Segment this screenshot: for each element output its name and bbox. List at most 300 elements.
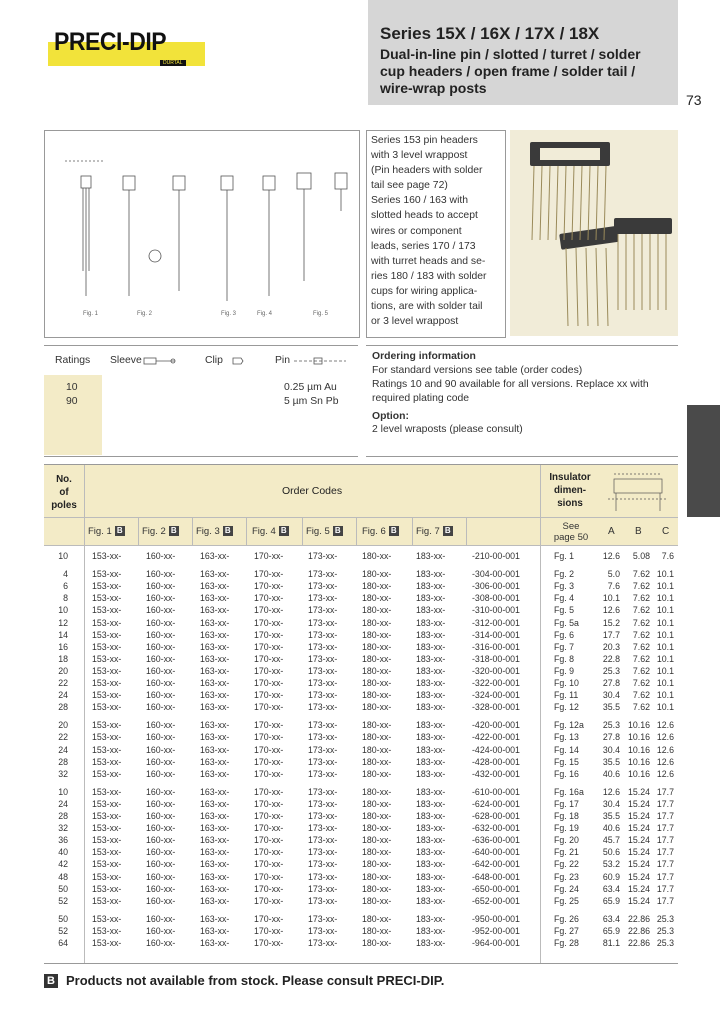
see-page-fig-cell: Fg. 12 [554, 702, 579, 713]
order-prefix-cell: 173-xx- [308, 653, 338, 664]
order-prefix-cell: 160-xx- [146, 913, 176, 924]
order-prefix-cell: 153-xx- [92, 798, 122, 809]
description-line: or 3 level wrappost [371, 316, 459, 328]
order-suffix-cell: -304-00-001 [472, 569, 520, 580]
poles-cell: 10 [58, 551, 68, 561]
order-prefix-cell: 173-xx- [308, 569, 338, 580]
order-prefix-cell: 160-xx- [146, 551, 176, 561]
order-prefix-cell: 170-xx- [254, 641, 284, 652]
row-divider [44, 545, 678, 546]
dim-c-cell: 10.1 [656, 690, 674, 701]
dim-a-cell: 81.1 [602, 938, 620, 948]
order-prefix-cell: 170-xx- [254, 653, 284, 664]
dim-b-cell: 7.62 [632, 690, 650, 701]
order-suffix-cell: -624-00-001 [472, 798, 520, 809]
order-prefix-cell: 170-xx- [254, 798, 284, 809]
dim-c-cell: 10.1 [656, 629, 674, 640]
header-line: poles [51, 500, 77, 511]
clip-icon [231, 356, 245, 366]
table-row [44, 914, 678, 926]
poles-cell: 20 [58, 720, 68, 731]
dim-c-cell: 17.7 [656, 859, 674, 870]
order-prefix-cell: 183-xx- [416, 798, 446, 809]
order-prefix-cell: 180-xx- [362, 641, 392, 652]
order-prefix-cell: 163-xx- [200, 551, 230, 561]
order-prefix-cell: 163-xx- [200, 895, 230, 906]
see-page-fig-cell: Fg. 8 [554, 653, 575, 664]
dim-a-cell: 15.2 [602, 617, 620, 628]
order-prefix-cell: 173-xx- [308, 938, 338, 948]
order-prefix-cell: 170-xx- [254, 720, 284, 731]
poles-cell: 42 [58, 859, 68, 870]
order-prefix-cell: 173-xx- [308, 835, 338, 846]
ordering-line: Ratings 10 and 90 available for all versions. Replace xx with [372, 379, 649, 390]
option-text: 2 level wraposts (please consult) [372, 424, 523, 435]
fig-header-label: Fig. 7 [416, 526, 440, 537]
description-line: with turret heads and se- [371, 255, 486, 267]
order-prefix-cell: 170-xx- [254, 847, 284, 858]
dim-c-cell: 10.1 [656, 581, 674, 592]
order-prefix-cell: 183-xx- [416, 768, 446, 779]
see-page-fig-cell: Fg. 4 [554, 593, 575, 604]
order-suffix-cell: -318-00-001 [472, 653, 520, 664]
see-page-fig-cell: Fg. 16 [554, 768, 579, 779]
order-prefix-cell: 170-xx- [254, 913, 284, 924]
order-prefix-cell: 163-xx- [200, 617, 230, 628]
order-prefix-cell: 160-xx- [146, 847, 176, 858]
dim-c-cell: 10.1 [656, 617, 674, 628]
order-prefix-cell: 160-xx- [146, 593, 176, 604]
ordering-line: required plating code [372, 393, 470, 404]
order-prefix-cell: 153-xx- [92, 859, 122, 870]
fig-header-divider [356, 517, 357, 545]
header-line: No. [56, 474, 72, 485]
order-prefix-cell: 170-xx- [254, 551, 284, 561]
footer-badge: B [44, 974, 58, 988]
dim-b-cell: 7.62 [632, 665, 650, 676]
poles-cell: 32 [58, 768, 68, 779]
order-prefix-cell: 153-xx- [92, 811, 122, 821]
order-prefix-cell: 180-xx- [362, 823, 392, 834]
poles-cell: 50 [58, 883, 68, 894]
option-title: Option: [372, 411, 409, 422]
see-page-fig-cell: Fg. 16a [554, 786, 584, 797]
table-row [44, 896, 678, 908]
order-prefix-cell: 153-xx- [92, 938, 122, 948]
fig-header-label: Fig. 3 [196, 526, 220, 537]
order-prefix-cell: 170-xx- [254, 569, 284, 580]
order-prefix-cell: 180-xx- [362, 732, 392, 743]
see-page-fig-cell: Fg. 7 [554, 641, 575, 652]
see-page-fig-cell: Fg. 15 [554, 756, 579, 767]
order-prefix-cell: 173-xx- [308, 859, 338, 870]
order-prefix-cell: 160-xx- [146, 811, 176, 821]
see-page-fig-cell: Fg. 24 [554, 883, 579, 894]
product-photo-drawing [510, 130, 678, 336]
fig-label: Fig. 2 [137, 311, 153, 317]
table-row [44, 702, 678, 714]
order-prefix-cell: 180-xx- [362, 551, 392, 561]
order-prefix-cell: 173-xx- [308, 720, 338, 731]
dim-c-cell: 10.1 [656, 569, 674, 580]
order-prefix-cell: 153-xx- [92, 641, 122, 652]
order-prefix-cell: 183-xx- [416, 871, 446, 882]
poles-cell: 28 [58, 702, 68, 713]
order-prefix-cell: 153-xx- [92, 768, 122, 779]
poles-cell: 24 [58, 690, 68, 701]
order-prefix-cell: 170-xx- [254, 871, 284, 882]
badge-b-icon: B [443, 526, 453, 536]
clip-label: Clip [205, 355, 223, 366]
dim-a-cell: 50.6 [602, 847, 620, 858]
poles-cell: 6 [63, 581, 68, 592]
order-prefix-cell: 170-xx- [254, 690, 284, 701]
dim-a-cell: 17.7 [602, 629, 620, 640]
poles-cell: 14 [58, 629, 68, 640]
order-prefix-cell: 180-xx- [362, 798, 392, 809]
order-prefix-cell: 170-xx- [254, 859, 284, 870]
fig-header-divider [192, 517, 193, 545]
order-suffix-cell: -324-00-001 [472, 690, 520, 701]
table-row [44, 769, 678, 781]
technical-drawing [45, 131, 359, 337]
order-prefix-cell: 183-xx- [416, 690, 446, 701]
dim-b-cell: 7.62 [632, 678, 650, 688]
dim-b-cell: 15.24 [627, 798, 650, 809]
poles-cell: 52 [58, 925, 68, 936]
poles-cell: 16 [58, 641, 68, 652]
order-prefix-cell: 183-xx- [416, 913, 446, 924]
sleeve-icon [143, 356, 177, 366]
description-line: ries 180 / 183 with solder [371, 270, 487, 282]
order-prefix-cell: 163-xx- [200, 913, 230, 924]
order-prefix-cell: 160-xx- [146, 883, 176, 894]
poles-cell: 22 [58, 732, 68, 743]
order-prefix-cell: 163-xx- [200, 732, 230, 743]
description-line: (Pin headers with solder [371, 165, 483, 177]
order-prefix-cell: 163-xx- [200, 702, 230, 713]
description-line: cups for wiring applica- [371, 285, 478, 297]
order-prefix-cell: 153-xx- [92, 581, 122, 592]
order-prefix-cell: 153-xx- [92, 823, 122, 834]
dim-b-cell: 22.86 [627, 925, 650, 936]
order-prefix-cell: 183-xx- [416, 665, 446, 676]
ordering-title: Ordering information [372, 351, 476, 362]
dim-b-cell: 10.16 [627, 732, 650, 743]
brand-tag: DURTAL [160, 60, 186, 66]
see-page-fig-cell: Fg. 11 [554, 690, 579, 701]
poles-cell: 4 [63, 569, 68, 580]
order-suffix-cell: -964-00-001 [472, 938, 520, 948]
order-prefix-cell: 180-xx- [362, 617, 392, 628]
see-page-fig-cell: Fg. 9 [554, 665, 575, 676]
poles-cell: 48 [58, 871, 68, 882]
order-prefix-cell: 183-xx- [416, 811, 446, 821]
dim-a-cell: 53.2 [602, 859, 620, 870]
description-text [371, 133, 501, 329]
dim-b-cell: 7.62 [632, 605, 650, 616]
fig-header-divider [302, 517, 303, 545]
order-prefix-cell: 180-xx- [362, 883, 392, 894]
dim-a-cell: 12.6 [602, 551, 620, 561]
dim-c-cell: 12.6 [656, 768, 674, 779]
order-prefix-cell: 153-xx- [92, 835, 122, 846]
order-prefix-cell: 160-xx- [146, 629, 176, 640]
see-page-fig-cell: Fg. 5a [554, 617, 579, 628]
ratings-label: Ratings [55, 355, 91, 366]
table-row [44, 720, 678, 732]
order-prefix-cell: 183-xx- [416, 859, 446, 870]
order-prefix-cell: 183-xx- [416, 617, 446, 628]
table-row [44, 690, 678, 702]
order-suffix-cell: -642-00-001 [472, 859, 520, 870]
see-page-header [546, 521, 596, 543]
order-prefix-cell: 180-xx- [362, 756, 392, 767]
order-prefix-cell: 173-xx- [308, 823, 338, 834]
badge-b-icon: B [115, 526, 125, 536]
table-row [44, 618, 678, 630]
dim-c-cell: 12.6 [656, 720, 674, 731]
order-prefix-cell: 173-xx- [308, 883, 338, 894]
order-prefix-cell: 160-xx- [146, 665, 176, 676]
order-prefix-cell: 183-xx- [416, 551, 446, 561]
order-prefix-cell: 153-xx- [92, 702, 122, 713]
fig-header [88, 526, 125, 537]
description-line: wires or component [371, 225, 462, 237]
order-prefix-cell: 163-xx- [200, 720, 230, 731]
order-prefix-cell: 163-xx- [200, 641, 230, 652]
order-prefix-cell: 173-xx- [308, 551, 338, 561]
order-prefix-cell: 173-xx- [308, 895, 338, 906]
dim-a-cell: 35.5 [602, 811, 620, 821]
pin-icon [292, 356, 348, 366]
table-row [44, 787, 678, 799]
poles-cell: 52 [58, 895, 68, 906]
order-prefix-cell: 173-xx- [308, 768, 338, 779]
order-prefix-cell: 163-xx- [200, 756, 230, 767]
order-prefix-cell: 160-xx- [146, 859, 176, 870]
see-page-fig-cell: Fg. 14 [554, 744, 579, 755]
order-prefix-cell: 153-xx- [92, 653, 122, 664]
order-suffix-cell: -648-00-001 [472, 871, 520, 882]
dim-c-cell: 25.3 [656, 938, 674, 948]
order-prefix-cell: 170-xx- [254, 732, 284, 743]
order-prefix-cell: 183-xx- [416, 629, 446, 640]
order-prefix-cell: 153-xx- [92, 665, 122, 676]
fig-header [142, 526, 179, 537]
order-prefix-cell: 170-xx- [254, 678, 284, 688]
order-prefix-cell: 183-xx- [416, 678, 446, 688]
order-suffix-cell: -610-00-001 [472, 786, 520, 797]
order-prefix-cell: 173-xx- [308, 605, 338, 616]
order-prefix-cell: 170-xx- [254, 702, 284, 713]
order-prefix-cell: 163-xx- [200, 629, 230, 640]
order-prefix-cell: 153-xx- [92, 913, 122, 924]
poles-cell: 24 [58, 798, 68, 809]
order-prefix-cell: 183-xx- [416, 581, 446, 592]
fig-header [362, 526, 399, 537]
badge-b-icon: B [333, 526, 343, 536]
order-prefix-cell: 163-xx- [200, 653, 230, 664]
dim-b-cell: 7.62 [632, 593, 650, 604]
fig-label: Fig. 1 [83, 311, 99, 317]
fig-label: Fig. 5 [313, 311, 329, 317]
col-a-header: A [608, 526, 615, 537]
see-page-fig-cell: Fg. 1 [554, 551, 575, 561]
dim-a-cell: 25.3 [602, 665, 620, 676]
order-prefix-cell: 173-xx- [308, 913, 338, 924]
order-prefix-cell: 163-xx- [200, 871, 230, 882]
order-prefix-cell: 153-xx- [92, 732, 122, 743]
order-prefix-cell: 183-xx- [416, 835, 446, 846]
page-subtitle [380, 46, 670, 97]
table-row [44, 859, 678, 871]
order-suffix-cell: -314-00-001 [472, 629, 520, 640]
order-prefix-cell: 153-xx- [92, 895, 122, 906]
order-prefix-cell: 173-xx- [308, 798, 338, 809]
order-prefix-cell: 153-xx- [92, 756, 122, 767]
order-prefix-cell: 163-xx- [200, 593, 230, 604]
see-page-fig-cell: Fg. 21 [554, 847, 579, 858]
order-prefix-cell: 180-xx- [362, 913, 392, 924]
order-prefix-cell: 160-xx- [146, 702, 176, 713]
drawing-panel [44, 130, 360, 338]
table-row [44, 642, 678, 654]
header-line: sions [557, 498, 583, 509]
order-prefix-cell: 153-xx- [92, 786, 122, 797]
order-prefix-cell: 170-xx- [254, 629, 284, 640]
dim-c-cell: 17.7 [656, 895, 674, 906]
order-prefix-cell: 160-xx- [146, 895, 176, 906]
product-photo [510, 130, 678, 336]
order-prefix-cell: 170-xx- [254, 605, 284, 616]
order-prefix-cell: 183-xx- [416, 605, 446, 616]
order-prefix-cell: 183-xx- [416, 847, 446, 858]
fig-header [416, 526, 453, 537]
order-prefix-cell: 163-xx- [200, 859, 230, 870]
dim-b-cell: 15.24 [627, 847, 650, 858]
page-title: Series 15X / 16X / 17X / 18X [380, 24, 600, 43]
see-page-fig-cell: Fg. 18 [554, 811, 579, 821]
order-prefix-cell: 180-xx- [362, 629, 392, 640]
order-prefix-cell: 183-xx- [416, 925, 446, 936]
see-page-fig-cell: Fg. 3 [554, 581, 575, 592]
table-row [44, 884, 678, 896]
order-prefix-cell: 173-xx- [308, 744, 338, 755]
fig-header-divider [246, 517, 247, 545]
dim-b-cell: 10.16 [627, 720, 650, 731]
see-page-fig-cell: Fg. 17 [554, 798, 579, 809]
order-prefix-cell: 163-xx- [200, 569, 230, 580]
order-prefix-cell: 170-xx- [254, 581, 284, 592]
dim-b-cell: 15.24 [627, 835, 650, 846]
description-line: Series 153 pin headers [371, 135, 478, 146]
order-prefix-cell: 160-xx- [146, 617, 176, 628]
header-line: page 50 [553, 532, 589, 543]
dim-b-cell: 7.62 [632, 629, 650, 640]
dim-c-cell: 10.1 [656, 678, 674, 688]
order-prefix-cell: 173-xx- [308, 678, 338, 688]
dim-a-cell: 20.3 [602, 641, 620, 652]
rating-pin-plating: 0.25 µm Au [284, 382, 337, 393]
badge-b-icon: B [169, 526, 179, 536]
order-prefix-cell: 153-xx- [92, 629, 122, 640]
order-prefix-cell: 153-xx- [92, 678, 122, 688]
order-prefix-cell: 170-xx- [254, 617, 284, 628]
order-prefix-cell: 153-xx- [92, 551, 122, 561]
see-page-fig-cell: Fg. 23 [554, 871, 579, 882]
fig-header-divider [138, 517, 139, 545]
order-prefix-cell: 160-xx- [146, 768, 176, 779]
brand-logo: PRECI-DIP [54, 28, 167, 56]
dim-a-cell: 63.4 [602, 883, 620, 894]
poles-cell: 22 [58, 678, 68, 688]
order-suffix-cell: -652-00-001 [472, 895, 520, 906]
order-prefix-cell: 160-xx- [146, 653, 176, 664]
description-line: leads, series 170 / 173 [371, 240, 476, 252]
dim-a-cell: 30.4 [602, 798, 620, 809]
dim-a-cell: 63.4 [602, 913, 620, 924]
see-page-fig-cell: Fg. 13 [554, 732, 579, 743]
dim-b-cell: 5.08 [632, 551, 650, 561]
fig-header-label: Fig. 6 [362, 526, 386, 537]
fig-header-label: Fig. 1 [88, 526, 112, 537]
order-prefix-cell: 183-xx- [416, 823, 446, 834]
order-prefix-cell: 163-xx- [200, 581, 230, 592]
fig-header [306, 526, 343, 537]
order-prefix-cell: 183-xx- [416, 895, 446, 906]
dim-b-cell: 15.24 [627, 859, 650, 870]
see-page-fig-cell: Fg. 19 [554, 823, 579, 834]
dim-b-cell: 15.24 [627, 823, 650, 834]
fig-header [252, 526, 289, 537]
order-prefix-cell: 173-xx- [308, 629, 338, 640]
table-row [44, 678, 678, 690]
dim-a-cell: 5.0 [607, 569, 620, 580]
rating-pin-plating: 5 µm Sn Pb [284, 396, 339, 407]
order-prefix-cell: 183-xx- [416, 653, 446, 664]
ordering-text [372, 364, 649, 406]
order-prefix-cell: 160-xx- [146, 605, 176, 616]
order-prefix-cell: 163-xx- [200, 786, 230, 797]
see-page-fig-cell: Fg. 25 [554, 895, 579, 906]
poles-cell: 28 [58, 811, 68, 821]
no-of-poles-header [44, 473, 84, 512]
order-suffix-cell: -328-00-001 [472, 702, 520, 713]
order-suffix-cell: -316-00-001 [472, 641, 520, 652]
order-prefix-cell: 153-xx- [92, 883, 122, 894]
order-suffix-cell: -952-00-001 [472, 925, 520, 936]
table-row [44, 926, 678, 938]
order-prefix-cell: 163-xx- [200, 678, 230, 688]
order-prefix-cell: 170-xx- [254, 895, 284, 906]
subtitle-line: Dual-in-line pin / slotted / turret / solder [380, 46, 641, 62]
order-prefix-cell: 183-xx- [416, 756, 446, 767]
order-suffix-cell: -950-00-001 [472, 913, 520, 924]
dim-a-cell: 7.6 [607, 581, 620, 592]
order-prefix-cell: 183-xx- [416, 938, 446, 948]
dim-c-cell: 7.6 [661, 551, 674, 561]
order-prefix-cell: 163-xx- [200, 938, 230, 948]
order-prefix-cell: 160-xx- [146, 938, 176, 948]
order-prefix-cell: 173-xx- [308, 617, 338, 628]
order-prefix-cell: 180-xx- [362, 835, 392, 846]
order-suffix-cell: -628-00-001 [472, 811, 520, 821]
table-row [44, 823, 678, 835]
see-page-fig-cell: Fg. 28 [554, 938, 579, 948]
order-prefix-cell: 170-xx- [254, 925, 284, 936]
dim-a-cell: 27.8 [602, 678, 620, 688]
